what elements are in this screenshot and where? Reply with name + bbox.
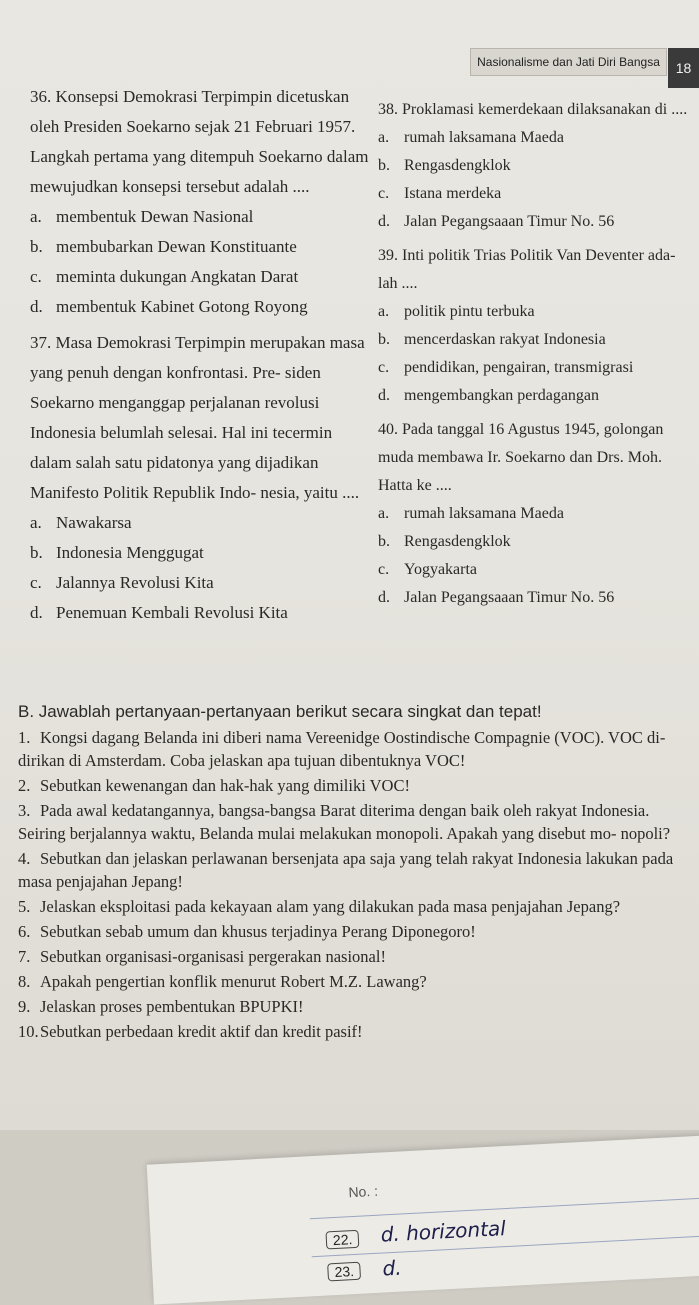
option-text: Jalannya Revolusi Kita xyxy=(56,573,214,592)
question-stem xyxy=(30,328,370,508)
essay-number: 5. xyxy=(18,897,31,916)
essay-text: Jelaskan proses pembentukan BPUPKI! xyxy=(40,997,304,1016)
option-letter: d. xyxy=(378,213,390,230)
option-text: Jalan Pegangsaaan Timur No. 56 xyxy=(404,589,615,606)
option-letter: b. xyxy=(378,331,390,348)
essay-text: Sebutkan perbedaan kredit aktif dan kredit pasif! xyxy=(40,1022,363,1041)
option-text: mencerdaskan rakyat Indonesia xyxy=(404,331,606,348)
option-letter: c. xyxy=(30,573,42,592)
handwritten-answer: d. xyxy=(381,1255,403,1281)
essay-question xyxy=(18,970,694,993)
answer-option xyxy=(378,584,696,612)
answer-option xyxy=(30,292,370,322)
question-text: Inti politik Trias Politik Van Deventer ada- lah .... xyxy=(378,247,676,292)
option-text: membentuk Dewan Nasional xyxy=(56,207,254,226)
handwritten-answer: d. horizontal xyxy=(380,1216,507,1247)
essay-question xyxy=(18,1020,694,1043)
question-number: 39. xyxy=(378,247,398,264)
option-letter: c. xyxy=(30,267,42,286)
page-number: 18 xyxy=(668,48,699,88)
essay-text: Sebutkan organisasi-organisasi pergerakan nasional! xyxy=(40,947,386,966)
essay-question xyxy=(18,799,694,845)
essay-number: 10. xyxy=(18,1022,39,1041)
question-37 xyxy=(30,328,370,628)
notebook-entry-number: 23. xyxy=(327,1262,361,1282)
answer-option xyxy=(378,208,696,236)
answer-option xyxy=(378,124,696,152)
option-letter: a. xyxy=(30,513,42,532)
essay-text: Pada awal kedatangannya, bangsa-bangsa Barat diterima dengan baik oleh rakyat Indonesia. Seiring berjalannya waktu, Belanda mulai melakukan monopoli. Apakah yang disebut mo- nopoli? xyxy=(18,801,671,843)
option-text: Istana merdeka xyxy=(404,185,502,202)
option-letter: d. xyxy=(378,387,390,404)
option-text: Jalan Pegangsaaan Timur No. 56 xyxy=(404,213,615,230)
option-letter: a. xyxy=(378,505,390,522)
essay-number: 7. xyxy=(18,947,31,966)
option-text: Yogyakarta xyxy=(404,561,478,578)
option-text: rumah laksamana Maeda xyxy=(404,505,564,522)
question-36 xyxy=(30,82,370,322)
option-text: meminta dukungan Angkatan Darat xyxy=(56,267,299,286)
answer-option xyxy=(378,500,696,528)
option-letter: d. xyxy=(378,589,390,606)
option-letter: c. xyxy=(378,185,390,202)
essay-text: Sebutkan sebab umum dan khusus terjadinya Perang Diponegoro! xyxy=(40,922,476,941)
answer-option xyxy=(378,528,696,556)
option-text: politik pintu terbuka xyxy=(404,303,535,320)
essay-text: Jelaskan eksploitasi pada kekayaan alam yang dilakukan pada masa penjajahan Jepang? xyxy=(40,897,621,916)
option-text: Rengasdengklok xyxy=(404,533,511,550)
question-text: Pada tanggal 16 Agustus 1945, golongan muda membawa Ir. Soekarno dan Drs. Moh. Hatta ke .... xyxy=(378,421,664,494)
essay-question xyxy=(18,895,694,918)
question-number: 40. xyxy=(378,421,398,438)
option-text: mengembangkan perdagangan xyxy=(404,387,600,404)
answer-option xyxy=(30,598,370,628)
question-40 xyxy=(378,416,696,612)
essay-question xyxy=(18,920,694,943)
answer-option xyxy=(30,202,370,232)
answer-option xyxy=(30,508,370,538)
essay-question xyxy=(18,847,694,893)
section-b-heading: B. Jawablah pertanyaan-pertanyaan berikut secara singkat dan tepat! xyxy=(18,702,542,721)
option-letter: a. xyxy=(378,303,390,320)
option-text: Rengasdengklok xyxy=(404,157,511,174)
question-39 xyxy=(378,242,696,410)
answer-option xyxy=(378,382,696,410)
option-letter: d. xyxy=(30,297,43,316)
left-column xyxy=(30,82,370,634)
question-number: 37. xyxy=(30,333,52,352)
essay-number: 6. xyxy=(18,922,31,941)
question-38 xyxy=(378,96,696,236)
option-letter: c. xyxy=(378,561,390,578)
notebook-paper xyxy=(147,1135,699,1304)
question-number: 36. xyxy=(30,87,52,106)
option-letter: a. xyxy=(378,129,390,146)
essay-number: 4. xyxy=(18,849,31,868)
notebook-no-label: No. : xyxy=(348,1182,379,1201)
answer-option xyxy=(30,538,370,568)
essay-text: Sebutkan kewenangan dan hak-hak yang dimiliki VOC! xyxy=(40,776,410,795)
option-letter: b. xyxy=(30,237,43,256)
question-text: Proklamasi kemerdekaan dilaksanakan di .... xyxy=(402,101,688,118)
essay-number: 9. xyxy=(18,997,31,1016)
option-letter: b. xyxy=(30,543,43,562)
option-letter: b. xyxy=(378,157,390,174)
answer-option xyxy=(378,354,696,382)
essay-question xyxy=(18,774,694,797)
essay-number: 3. xyxy=(18,801,31,820)
essay-question xyxy=(18,995,694,1018)
option-text: membentuk Kabinet Gotong Royong xyxy=(56,297,308,316)
chapter-title: Nasionalisme dan Jati Diri Bangsa xyxy=(470,48,667,76)
answer-option xyxy=(378,556,696,584)
essay-text: Apakah pengertian konflik menurut Robert M.Z. Lawang? xyxy=(40,972,427,991)
question-stem xyxy=(378,416,696,500)
question-stem xyxy=(378,242,696,298)
option-text: membubarkan Dewan Konstituante xyxy=(56,237,297,256)
option-letter: d. xyxy=(30,603,43,622)
answer-option xyxy=(378,298,696,326)
question-number: 38. xyxy=(378,101,398,118)
answer-option xyxy=(30,568,370,598)
question-stem xyxy=(378,96,696,124)
question-text: Masa Demokrasi Terpimpin merupakan masa yang penuh dengan konfrontasi. Pre- siden Soekarno menganggap perjalanan revolusi Indonesia belumlah selesai. Hal ini tecermin dalam salah satu pidatonya yang dijadikan Manifesto Politik Republik Indo- nesia, yaitu .... xyxy=(30,333,365,502)
answer-option xyxy=(378,326,696,354)
essay-text: Kongsi dagang Belanda ini diberi nama Vereenidge Oostindische Compagnie (VOC). VOC di- dirikan di Amsterdam. Coba jelaskan apa tujuan dibentuknya VOC! xyxy=(18,728,666,770)
essay-number: 1. xyxy=(18,728,31,747)
essay-number: 2. xyxy=(18,776,31,795)
essay-section xyxy=(18,702,694,1045)
answer-option xyxy=(30,262,370,292)
right-column xyxy=(378,96,696,618)
answer-option xyxy=(378,180,696,208)
essay-number: 8. xyxy=(18,972,31,991)
essay-question xyxy=(18,945,694,968)
answer-option xyxy=(30,232,370,262)
option-text: Nawakarsa xyxy=(56,513,132,532)
question-stem xyxy=(30,82,370,202)
essay-text: Sebutkan dan jelaskan perlawanan bersenjata apa saja yang telah rakyat Indonesia lakukan pada masa penjajahan Jepang! xyxy=(18,849,674,891)
option-letter: a. xyxy=(30,207,42,226)
question-text: Konsepsi Demokrasi Terpimpin dicetuskan oleh Presiden Soekarno sejak 21 Februari 1957. Langkah pertama yang ditempuh Soekarno dalam mewujudkan konsepsi tersebut adalah .... xyxy=(30,87,369,196)
option-text: rumah laksamana Maeda xyxy=(404,129,564,146)
option-letter: c. xyxy=(378,359,390,376)
option-text: Penemuan Kembali Revolusi Kita xyxy=(56,603,288,622)
notebook-entry-number: 22. xyxy=(325,1230,359,1250)
option-text: pendidikan, pengairan, transmigrasi xyxy=(404,359,634,376)
option-text: Indonesia Menggugat xyxy=(56,543,204,562)
answer-option xyxy=(378,152,696,180)
essay-list xyxy=(18,726,694,1043)
option-letter: b. xyxy=(378,533,390,550)
essay-question xyxy=(18,726,694,772)
